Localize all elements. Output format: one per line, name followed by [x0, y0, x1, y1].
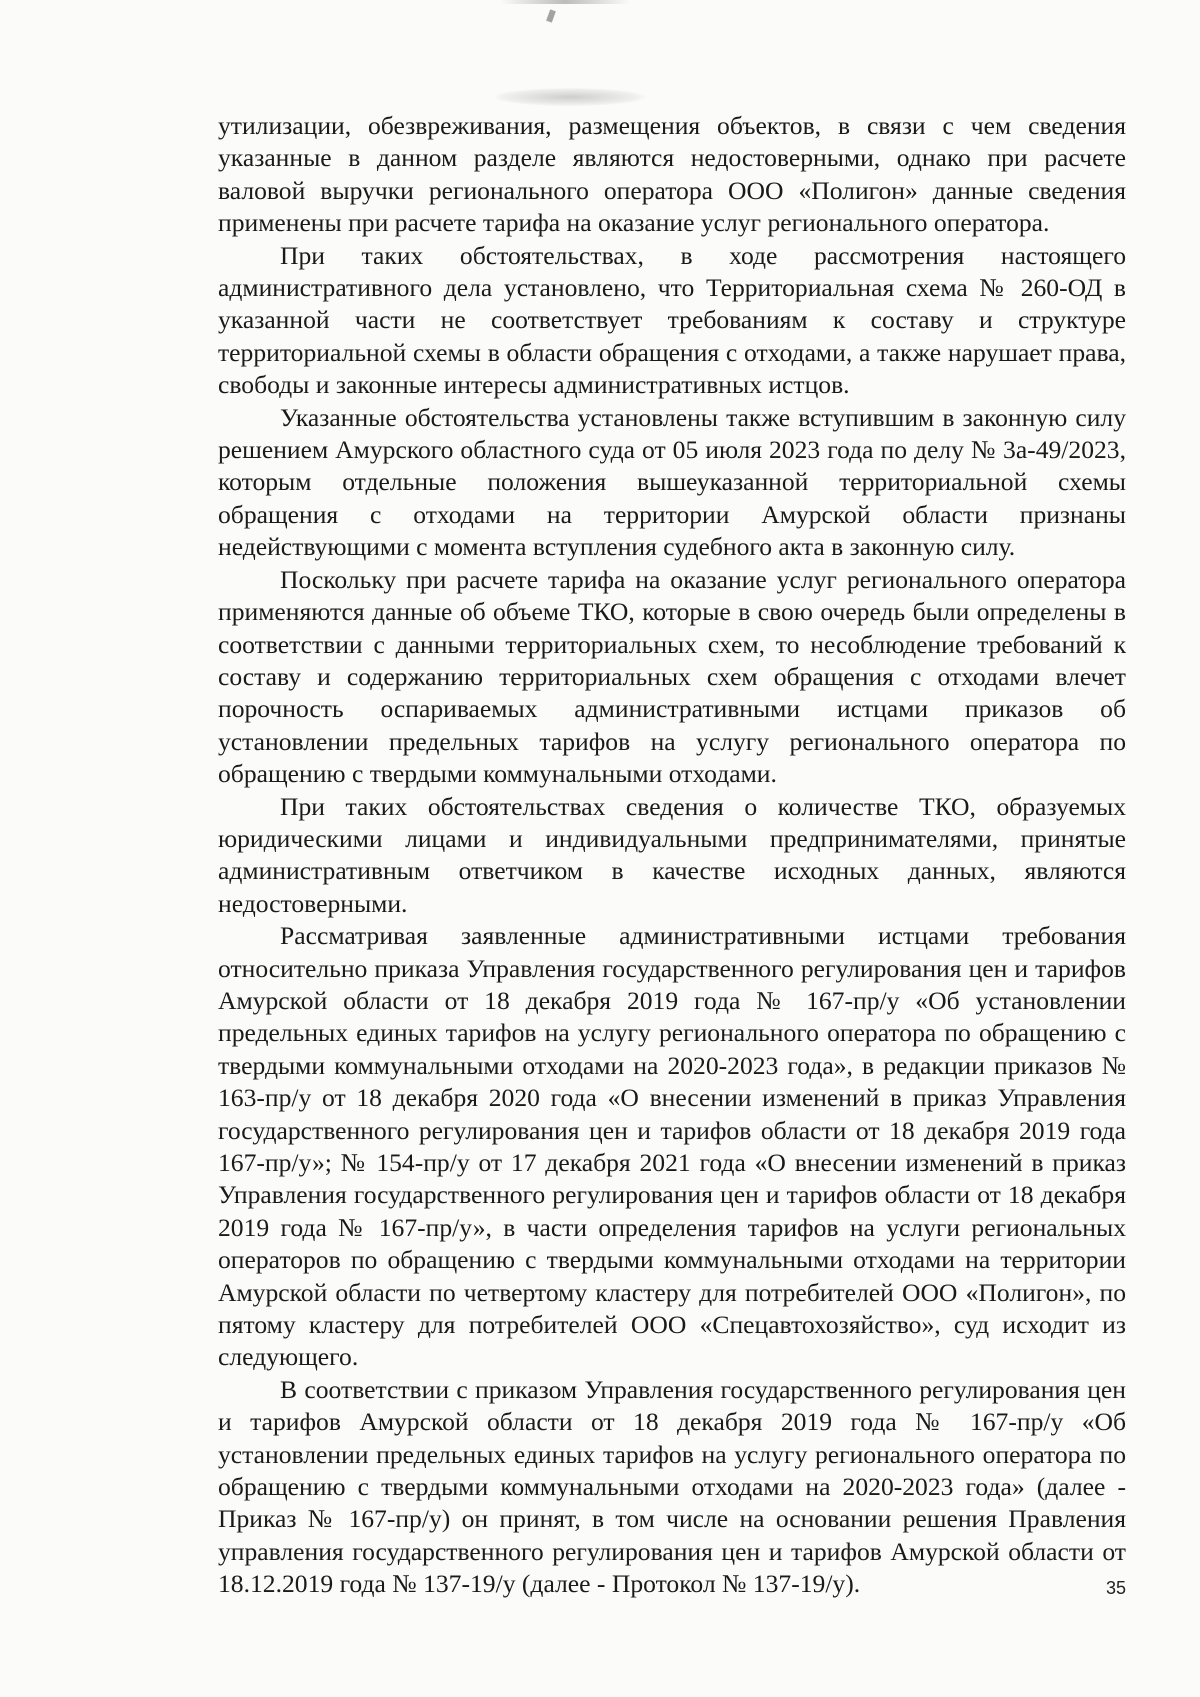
page-number: 35 [1106, 1578, 1127, 1598]
document-body [218, 110, 1126, 1601]
paragraph: В соответствии с приказом Управления государственного регулирования цен и тарифов Амурской области от 18 декабря 2019 года № 167-пр/у «Об установлении предельных единых тарифов на услугу регионального оператора по обращению с твердыми коммунальными отходами на 2020-2023 года» (далее - Приказ № 167-пр/у) он принят, в том числе на основании решения Правления управления государственного регулирования цен и тарифов Амурской области от 18.12.2019 года № 137-19/у (далее - Протокол № 137-19/у). [218, 1374, 1126, 1599]
paragraph: Указанные обстоятельства установлены также вступившим в законную силу решением Амурского областного суда от 05 июля 2023 года по делу № 3а-49/2023, которым отдельные положения вышеуказанной территориальной схемы обращения с отходами на территории Амурской области признаны недействующими с момента вступления судебного акта в законную силу. [218, 402, 1126, 562]
paragraph: утилизации, обезвреживания, размещения объектов, в связи с чем сведения указанные в данном разделе являются недостоверными, однако при расчете валовой выручки регионального оператора ООО «Полигон» данные сведения применены при расчете тарифа на оказание услуг регионального оператора. [218, 111, 1126, 238]
paragraph: При таких обстоятельствах, в ходе рассмотрения настоящего административного дела установлено, что Территориальная схема № 260-ОД в указанной части не соответствует требованиям к составу и структуре территориальной схемы в области обращения с отходами, а также нарушает права, свободы и законные интересы административных истцов. [218, 240, 1126, 400]
paragraph: При таких обстоятельствах сведения о количестве ТКО, образуемых юридическими лицами и индивидуальными предпринимателями, принятые административным ответчиком в качестве исходных данных, являются недостоверными. [218, 791, 1126, 918]
scan-artifact [546, 9, 556, 22]
paragraph: Рассматривая заявленные административными истцами требования относительно приказа Управления государственного регулирования цен и тарифов Амурской области от 18 декабря 2019 года № 167-пр/у «Об установлении предельных единых тарифов на услугу регионального оператора по обращению с твердыми коммунальными отходами на 2020-2023 года», в редакции приказов № 163-пр/у от 18 декабря 2020 года «О внесении изменений в приказ Управления государственного регулирования цен и тарифов области от 18 декабря 2019 года 167-пр/у»; № 154-пр/у от 17 декабря 2021 года «О внесении изменений в приказ Управления государственного регулирования цен и тарифов области от 18 декабря 2019 года № 167-пр/у», в части определения тарифов на услуги региональных операторов по обращению с твердыми коммунальными отходами на территории Амурской области по четвертому кластеру для потребителей ООО «Полигон», по пятому кластеру для потребителей ООО «Спецавтохозяйство», суд исходит из следующего. [218, 921, 1126, 1372]
scan-artifact [495, 88, 645, 106]
paragraph: Поскольку при расчете тарифа на оказание услуг регионального оператора применяются данные об объеме ТКО, которые в свою очередь были определены в соответствии с данными территориальных схем, то несоблюдение требований к составу и содержанию территориальных схем обращения с отходами влечет порочность оспариваемых административными истцами приказов об установлении предельных тарифов на услугу регионального оператора по обращению с твердыми коммунальными отходами. [218, 564, 1126, 789]
scan-artifact [500, 0, 630, 4]
